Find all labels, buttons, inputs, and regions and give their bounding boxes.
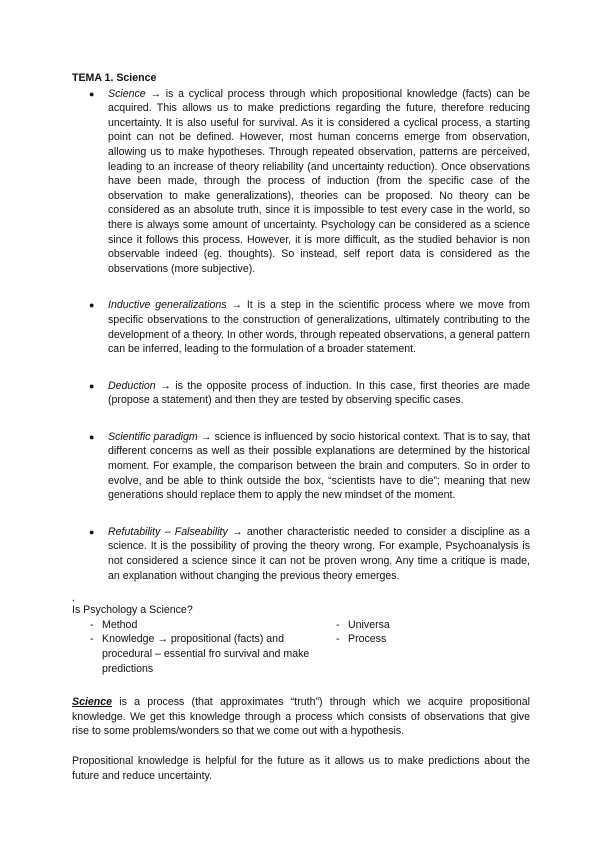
- definition-text: another characteristic needed to consider a discipline as a science. It is the possibility of proving the theory wrong. For example, Psychoanalysis is not considered a science since it can not be proven wrong. Any time a critique is made, an explanation without changing the previous theory emerges.: [108, 525, 530, 582]
- definition-item-deduction: [72, 379, 530, 408]
- definition-text: It is a step in the scientific process where we move from specific observations to the construction of generalizations, ultimately contributing to the development of a theory. In other words, through repeated observations, a general pattern can be inferred, leading to the formulation of a broader statement.: [108, 299, 530, 356]
- definition-term: Scientific paradigm: [108, 430, 198, 443]
- dash-icon: -: [90, 633, 94, 646]
- separator-dot: .: [72, 592, 75, 605]
- list-item: - Knowledge → propositional (facts) and procedural – essential fro survival and make predictions: [90, 633, 310, 675]
- criteria-list-left: [72, 618, 318, 676]
- list-item: - Method: [90, 618, 138, 631]
- dash-icon: -: [90, 618, 94, 631]
- arrow: →: [227, 525, 247, 538]
- list-item: - Universa: [336, 618, 390, 631]
- definition-term: Refutability – Falseability: [108, 525, 228, 538]
- definition-text: is a cyclical process through which propositional knowledge (facts) can be acquired. This allows us to make predictions regarding the future, therefore reducing uncertainty. It is also useful for survival. As it is considered a cyclical process, a starting point can not be defined. However, most human concerns emerge from observation, allowing us to make hypotheses. Through repeated observation, patterns are perceived, leading to an increase of theory reliability (and uncertainty reduction). Once observations have been made, through the process of induction (from the specific case of the observation to make generalizations), theories can be proposed. No theory can be considered as an absolute truth, since it is impossible to test every case in the world, so there is always some amount of uncertainty. Psychology can be considered as a science since it follows this process. However, it is more difficult, as the studied behavior is non observable indeed (eg. thoughts). So instead, self report data is considered as the observations (more subjective).: [108, 87, 530, 275]
- definition-text: science is influenced by socio historical context. That is to say, that different concerns as well as their possible explanations are determined by the historical moment. For example, the comparison between the brain and computers. So in order to evolve, and be able to think outside the box, “scientists have to die”; meaning that new generations should replace them to apply the new mindset of the moment.: [108, 430, 531, 502]
- criteria-lists: [72, 618, 530, 676]
- criteria-list-right: [318, 618, 508, 676]
- section-heading: TEMA 1. Science: [72, 72, 157, 84]
- bullet-icon: ●: [89, 380, 95, 391]
- dash-icon: -: [336, 618, 340, 631]
- science-definition-paragraph: [72, 695, 530, 739]
- document-body: [72, 71, 530, 798]
- list-item: - Process: [336, 633, 387, 646]
- paragraph-text: is a process (that approximates “truth”) through which we acquire propositional knowledge. We get this knowledge through a process which consists of observations that give rise to some problems/wonders so that we come out with a hypothesis.: [72, 696, 530, 738]
- science-term: Science: [72, 696, 113, 709]
- propositional-knowledge-paragraph: Propositional knowledge is helpful for the future as it allows us to make predictions about the future and reduce uncertainty.: [72, 754, 530, 782]
- definition-item-science: [72, 87, 530, 277]
- arrow: →: [155, 379, 176, 392]
- definition-item-scientific-paradigm: [72, 430, 530, 503]
- arrow: →: [226, 299, 247, 312]
- question-heading: Is Psychology a Science?: [72, 604, 193, 617]
- definition-list: [72, 87, 530, 584]
- bullet-icon: ●: [89, 431, 95, 442]
- definition-text: is the opposite process of induction. In this case, first theories are made (propose a statement) and then they are tested by observing specific cases.: [108, 379, 531, 407]
- definition-term: Deduction: [108, 379, 156, 392]
- bullet-icon: ●: [89, 88, 95, 99]
- dash-icon: -: [336, 633, 340, 646]
- arrow: →: [197, 430, 215, 443]
- definition-term: Science: [108, 87, 146, 100]
- arrow: →: [145, 87, 166, 100]
- bullet-icon: ●: [89, 526, 95, 537]
- definition-item-inductive-generalizations: [72, 298, 530, 356]
- bullet-icon: ●: [89, 300, 95, 311]
- definition-item-refutability: [72, 525, 530, 583]
- definition-term: Inductive generalizations: [108, 299, 227, 312]
